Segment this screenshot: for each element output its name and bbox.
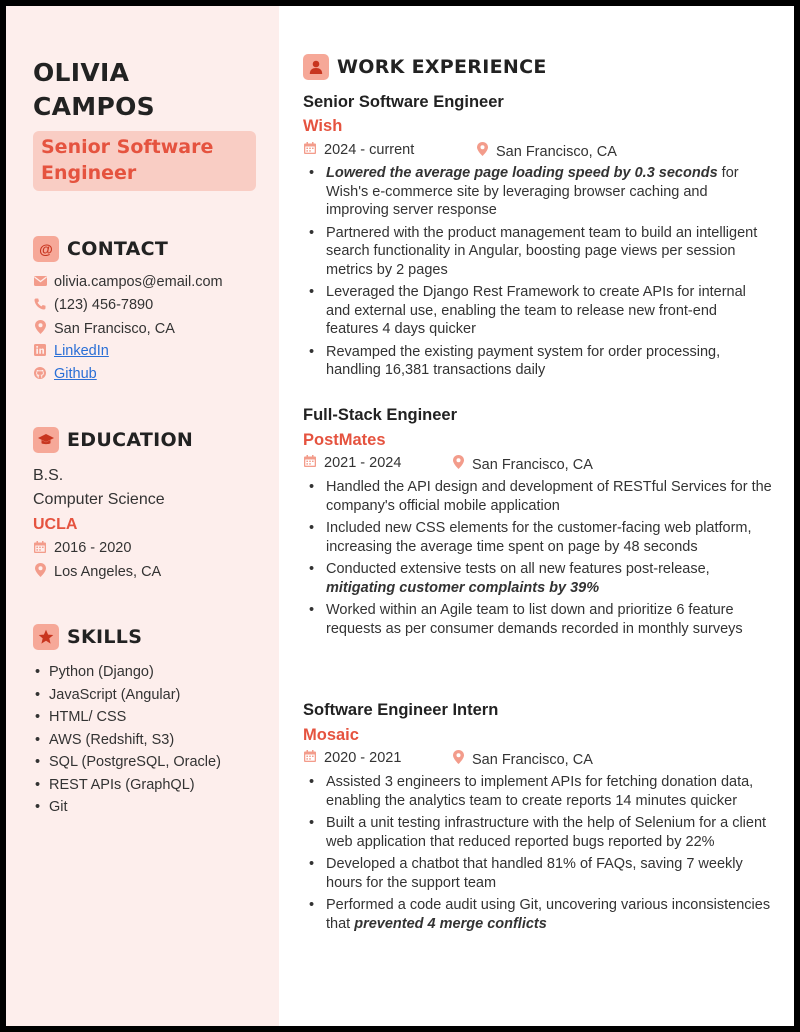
map-pin-icon [475,142,489,159]
location-text: San Francisco, CA [54,320,175,337]
education-dates [33,540,131,556]
contact-linkedin[interactable] [33,343,109,359]
bullet-item: • Worked within an Agile team to list down and prioritize 6 feature requests as per consumer demands recorded in monthly surveys [303,601,773,638]
star-icon [33,624,59,650]
contact-heading [33,236,168,262]
job-bullets [303,164,773,384]
user-icon [303,54,329,80]
job-title: Full-Stack Engineer [303,406,458,424]
person-name [33,56,263,124]
bullet-highlight: Lowered the average page loading speed by 0.3 seconds [326,165,718,181]
contact-location [33,320,175,337]
job-dates: 2024 - current [324,142,415,158]
skill-item: • SQL (PostgreSQL, Oracle) [33,751,221,774]
skills-heading [33,624,142,650]
calendar-icon [303,750,317,765]
job-bullets [303,478,773,642]
job-dates: 2020 - 2021 [324,750,402,766]
job-dates: 2021 - 2024 [324,455,402,471]
education-heading [33,427,193,453]
bullet-item: • Partnered with the product management team to build an intelligent search functionality in Angular, boosting page views per session metrics by 2 pages [303,224,773,280]
job-location [475,142,617,160]
job-company: Wish [303,117,343,135]
main-content [279,6,794,1026]
bullet-text: Conducted extensive tests on all new features post-release, [326,561,710,577]
sidebar [6,6,279,1026]
title-line-1: Senior Software [41,136,214,158]
bullet-text: Performed a code audit using Git, uncovering various inconsistencies that [326,897,771,932]
education-heading-label: EDUCATION [67,429,194,451]
bullet-item: • Developed a chatbot that handled 81% of FAQs, saving 7 weekly hours for the support team [303,855,773,892]
job-location-text: San Francisco, CA [472,752,593,768]
bullet-item: • Revamped the existing payment system for order processing, handling 16,381 transactions daily [303,343,773,380]
job-company: Mosaic [303,726,359,744]
education-location [33,563,161,580]
work-experience-heading [303,54,547,80]
degree: B.S. [33,467,64,484]
skill-item: • REST APIs (GraphQL) [33,774,221,797]
job-title: Senior Software Engineer [303,93,504,111]
at-sign-icon: @ [33,236,59,262]
education-dates-text: 2016 - 2020 [54,540,132,556]
school-name: UCLA [33,516,78,533]
graduation-cap-icon [33,427,59,453]
name-last: CAMPOS [33,92,155,121]
skill-item: • Git [33,796,221,819]
map-pin-icon [33,320,47,337]
bullet-item [303,560,773,597]
linkedin-icon [33,344,47,359]
linkedin-link[interactable]: LinkedIn [54,343,109,359]
job-company: PostMates [303,431,386,449]
bullet-highlight: mitigating customer complaints by 39% [326,579,600,596]
job-location [451,455,593,473]
work-experience-label: WORK EXPERIENCE [337,56,547,78]
bullet-item: • Leveraged the Django Rest Framework to create APIs for internal and external use, enabling the team to release new front-end features 4 days quicker [303,283,773,339]
bullet-item: • Included new CSS elements for the customer-facing web platform, increasing the average time spent on page by 48 seconds [303,519,773,556]
job-meta [303,142,617,160]
bullet-item: • Built a unit testing infrastructure with the help of Selenium for a client web application that reduced reported bugs reported by 22% [303,814,773,851]
name-first: OLIVIA [33,58,130,87]
calendar-icon [303,455,317,470]
job-meta [303,455,593,473]
github-link[interactable]: Github [54,366,97,382]
envelope-icon [33,275,47,289]
phone-text: (123) 456-7890 [54,297,154,313]
job-bullets [303,773,773,937]
skills-list [33,661,221,819]
calendar-icon [303,142,317,157]
map-pin-icon [451,455,465,472]
calendar-icon [33,541,47,556]
skill-item: • HTML/ CSS [33,706,221,729]
email-text: olivia.campos@email.com [54,274,223,290]
field-of-study: Computer Science [33,491,165,508]
job-location-text: San Francisco, CA [472,457,593,473]
education-location-text: Los Angeles, CA [54,563,162,580]
phone-icon [33,298,47,313]
resume-page [6,6,794,1026]
job-location-text: San Francisco, CA [496,144,617,160]
contact-github[interactable] [33,366,97,382]
skill-item: • AWS (Redshift, S3) [33,729,221,752]
contact-email [33,274,223,290]
bullet-item [303,896,773,933]
contact-phone [33,297,153,313]
bullet-highlight: prevented 4 merge conflicts [354,915,547,932]
skill-item: • JavaScript (Angular) [33,684,221,707]
title-line-2: Engineer [41,162,137,184]
job-location [451,750,593,768]
skill-item: • Python (Django) [33,661,221,684]
contact-heading-label: CONTACT [67,238,169,260]
bullet-item [303,164,773,220]
bullet-item: • Assisted 3 engineers to implement APIs for fetching donation data, enabling the analytics team to create reports 14 minutes quicker [303,773,773,810]
map-pin-icon [451,750,465,767]
bullet-item: • Handled the API design and development of RESTful Services for the company's official mobile application [303,478,773,515]
bullet-text: for Wish's e-commerce site by leveraging browser caching and improving server response [326,165,739,218]
job-title-badge [33,131,256,191]
skills-heading-label: SKILLS [67,626,143,648]
job-title: Software Engineer Intern [303,701,499,719]
github-icon [33,367,47,382]
map-pin-icon [33,563,47,580]
job-meta [303,750,593,768]
